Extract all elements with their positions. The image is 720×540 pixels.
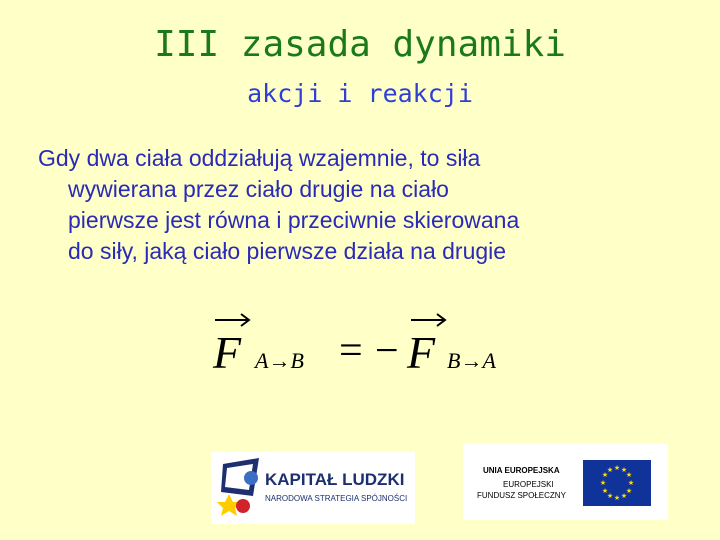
slide-subtitle: akcji i reakcji	[247, 79, 473, 108]
kapital-ludzki-subtitle: NARODOWA STRATEGIA SPÓJNOŚCI	[265, 494, 408, 503]
kapital-ludzki-name: KAPITAŁ LUDZKI	[265, 470, 405, 489]
law-line-4: do siły, jaką ciało pierwsze działa na drugie	[68, 238, 507, 264]
force-right: F	[407, 327, 436, 378]
svg-text:★: ★	[606, 492, 614, 500]
svg-text:★: ★	[601, 471, 609, 479]
svg-text:★: ★	[606, 466, 614, 474]
formula-svg	[205, 300, 535, 390]
kapital-ludzki-logo	[211, 452, 415, 524]
svg-text:★: ★	[625, 471, 633, 479]
eu-union-label: UNIA EUROPEJSKA	[483, 466, 560, 475]
svg-text:★: ★	[613, 494, 621, 502]
vector-arrow-left	[215, 314, 249, 326]
eu-flag-icon	[583, 460, 651, 506]
subscript-right: B→A	[447, 348, 496, 373]
svg-text:★: ★	[613, 464, 621, 472]
law-line-1: Gdy dwa ciała oddziałują wzajemnie, to siła	[38, 145, 481, 171]
svg-text:★: ★	[620, 466, 628, 474]
newton-third-law-formula	[205, 300, 535, 390]
law-line-2: wywierana przez ciało drugie na ciało	[68, 176, 449, 202]
force-left: F	[213, 327, 242, 378]
equals-sign: =	[339, 328, 363, 374]
svg-text:★: ★	[627, 479, 635, 487]
eu-social-fund-logo	[463, 444, 668, 520]
svg-text:★: ★	[599, 479, 607, 487]
law-statement	[38, 143, 698, 267]
law-line-3: pierwsze jest równa i przeciwnie skierowana	[68, 207, 520, 233]
svg-text:★: ★	[601, 487, 609, 495]
svg-text:★: ★	[625, 487, 633, 495]
slide-title: III zasada dynamiki	[154, 24, 566, 65]
eu-fund-label: FUNDUSZ SPOŁECZNY	[477, 491, 566, 500]
eu-european-label: EUROPEJSKI	[503, 480, 554, 489]
svg-text:★: ★	[620, 492, 628, 500]
kapital-ludzki-emblem-icon	[213, 456, 263, 520]
vector-arrow-right	[411, 314, 445, 326]
minus-sign: −	[375, 328, 399, 374]
subscript-left: A→B	[255, 348, 304, 373]
